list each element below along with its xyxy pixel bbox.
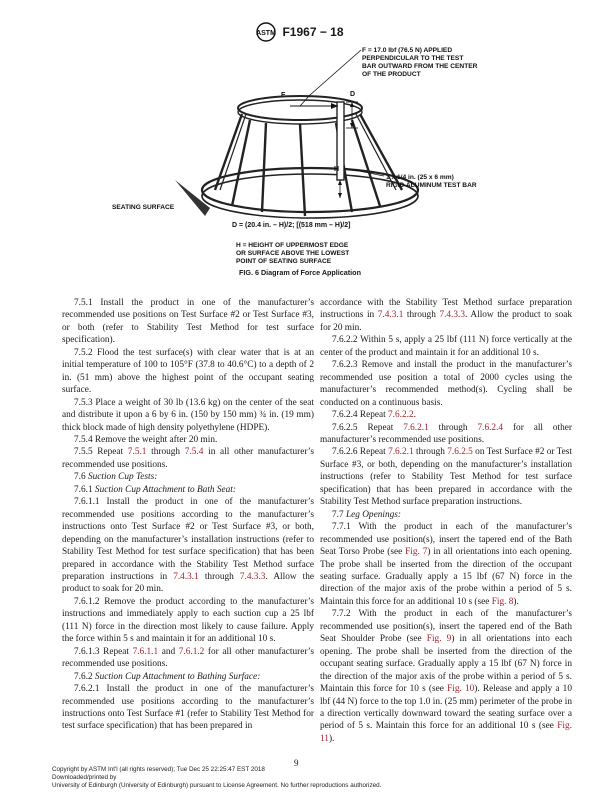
cross-reference-link[interactable]: Fig. 8 <box>491 596 514 607</box>
figure-caption: FIG. 6 Diagram of Force Application <box>239 268 361 277</box>
paragraph-text: 7.6.2.4 Repeat <box>332 410 389 421</box>
d-label: D <box>350 91 356 98</box>
license-line: University of Edinburgh (University of Edinburgh) pursuant to License Agreement. No further reproductions authorized. <box>52 782 382 790</box>
paragraph-text: 7.6.2.5 Repeat <box>332 422 404 433</box>
standard-designation: F1967 − 18 <box>282 25 344 39</box>
section-heading <box>62 471 314 483</box>
paragraph <box>62 646 314 671</box>
paragraph-text: 7.5.3 Place a weight of 30 lb (13.6 kg) on the center of the seat and distribute it upon a 6 by 6 in. (150 by 150 mm) ¾ in. (19 mm) thick block made of high density polyethylene (HDPE). <box>62 397 314 433</box>
paragraph-continuation <box>320 297 572 334</box>
section-number: 7.7 <box>332 509 346 520</box>
paragraph-text: 7.6.1.2 Remove the product according to the manufacturer’s instructions and immediately apply to each suction cup a 25 lbf (111 N) force in the direction most likely to cause failure. Apply the force within 5 s and maintain it for an additional 10 s. <box>62 596 314 645</box>
section-number: 7.6 <box>74 472 88 483</box>
paragraph <box>320 359 572 409</box>
paragraph <box>320 409 572 421</box>
h-label: H <box>334 166 340 173</box>
paragraph <box>320 446 572 508</box>
cross-reference-link[interactable]: 7.5.4 <box>184 447 204 458</box>
paragraph <box>62 347 314 397</box>
paragraph-text: 7.5.1 Install the product in one of the manufacturer’s recommended use positions on Test Surface #2 or Test Surface #3, or both (refer to Stability Test Method for test surface specification). <box>62 298 314 346</box>
paragraph-text: 7.6.2.3 Remove and install the product in the manufacturer’s recommended use position a total of 2000 cycles using the manufacturer’s recommended method(s). Cycling shall be conducted on a continuous basis. <box>320 360 572 408</box>
cross-reference-link[interactable]: Fig. 11 <box>320 721 572 744</box>
paragraph <box>320 608 572 745</box>
force-note <box>362 47 477 79</box>
cross-reference-link[interactable]: 7.4.3.3 <box>239 571 266 582</box>
paragraph-text: ). <box>328 733 335 744</box>
bar-note-line: RIGID ALUMINUM TEST BAR <box>386 182 477 189</box>
section-title: Suction Cup Attachment to Bath Seat: <box>94 484 236 495</box>
cross-reference-link[interactable]: 7.4.3.3 <box>439 310 466 321</box>
download-line: Downloaded/printed by <box>52 774 117 782</box>
h-note <box>236 242 349 266</box>
copyright-line: Copyright by ASTM Int'l (all rights reserved); Tue Dec 25 22:25:47 EST 2018 <box>52 766 265 773</box>
paragraph <box>62 683 314 733</box>
paragraph-text: ). <box>513 596 519 607</box>
cross-reference-link[interactable]: 7.6.2.1 <box>403 422 429 433</box>
paragraph-text: . Allow the product to soak for 20 min. <box>320 310 572 333</box>
astm-logo-icon <box>256 22 276 42</box>
cross-reference-link[interactable]: Fig. 9 <box>426 634 452 645</box>
paragraph-text: through <box>403 310 440 321</box>
paragraph-text: accordance with the Stability Test Method surface preparation instructions in <box>320 298 572 321</box>
section-title: Leg Openings: <box>345 509 401 520</box>
paragraph-text: 7.6.1.3 Repeat <box>74 646 133 657</box>
paragraph <box>62 397 314 434</box>
cross-reference-link[interactable]: 7.6.2.1 <box>388 447 414 458</box>
right-column <box>320 297 572 745</box>
force-note-line: PERPENDICULAR TO THE TEST <box>362 55 464 62</box>
paragraph-text: 7.6.2.1 Install the product in one of the manufacturer’s recommended use positions according to the manufacturer’s instructions onto Test Surface #1 (refer to Stability Test Method for test surface specification) that has been prepared in <box>62 684 314 732</box>
force-note-line: F = 17.0 lbf (76.5 N) APPLIED <box>362 47 453 54</box>
paragraph-text: 7.5.5 Repeat <box>74 447 128 458</box>
paragraph <box>62 297 314 347</box>
f-label: F <box>281 92 286 99</box>
paragraph-text: through <box>146 447 185 458</box>
paragraph-text: 7.6.2.6 Repeat <box>332 447 389 458</box>
paragraph-text: . Allow the product to soak for 20 min. <box>62 571 315 595</box>
cross-reference-link[interactable]: 7.5.1 <box>127 447 147 458</box>
section-heading <box>62 484 314 496</box>
cross-reference-link[interactable]: 7.6.1.1 <box>132 646 159 657</box>
paragraph <box>320 521 572 608</box>
cross-reference-link[interactable]: 7.6.1.2 <box>178 646 205 657</box>
paragraph-text: 7.5.2 Flood the test surface(s) with clear water that is at an initial temperature of 100 to 105°F (37.8 to 40.6°C) to a depth of 2 in. (51 mm) above the highest point of the occupant seating surface. <box>62 347 314 396</box>
paragraph-text: and <box>158 646 179 657</box>
paragraph-text: ) in all orientations into each opening. The probe shall be inserted from the direction of the occupant seating surface. Gradually apply a 15 lbf (67 N) force in the direction of the major axis of the probe within a period of 5 s. Maintain this force for 10 s (see <box>320 634 573 695</box>
h-note-line: H = HEIGHT OF UPPERMOST EDGE <box>236 242 349 249</box>
force-note-line: BAR OUTWARD FROM THE CENTER <box>362 63 478 70</box>
section-heading <box>320 509 572 521</box>
cross-reference-link[interactable]: 7.6.2.4 <box>477 422 504 433</box>
paragraph-text: on Test Surface #2 or Test Surface #3, or both, depending on the manufacturer’s installation instructions (refer to Stability Test Method for test surface specification) that has been prepared in accordance with the Stability Test Method surface preparation instructions. <box>320 447 572 508</box>
cross-reference-link[interactable]: 7.4.3.1 <box>173 571 199 582</box>
left-column <box>62 297 314 733</box>
bar-note-line: 1 x 1/4 in. (25 x 6 mm) <box>386 174 454 181</box>
paragraph-text: for all other manufacturer’s recommended use positions. <box>320 422 572 445</box>
page-header <box>0 22 600 42</box>
cross-reference-link[interactable]: Fig. 7 <box>405 547 428 558</box>
paragraph-text: 7.6.1.1 Install the product in one of the manufacturer’s recommended use positions according to the manufacturer’s instructions onto Test Surface #2 or Test Surface #3, or both, depending on the manufacturer’s installation instructions (refer to Stability Test Method for test surface specification) that has been prepared in accordance with the Stability Test Method surface preparation instructions in <box>62 497 314 582</box>
paragraph <box>62 446 314 471</box>
paragraph-text: . <box>413 410 416 421</box>
paragraph <box>320 334 572 359</box>
paragraph <box>320 422 572 447</box>
cross-reference-link[interactable]: 7.4.3.1 <box>377 310 404 321</box>
section-number: 7.6.1 <box>74 484 95 495</box>
bar-note <box>386 174 477 190</box>
section-title: Suction Cup Attachment to Bathing Surface: <box>94 671 261 682</box>
d-formula: D = (20.4 in. – H)/2; [(518 mm – H)/2] <box>232 222 351 229</box>
h-note-line: OR SURFACE ABOVE THE LOWEST <box>236 250 350 257</box>
paragraph-text: ). Release and apply a 10 lbf (44 N) force to the top 1.0 in. (25 mm) perimeter of the probe in a direction vertically downward toward the seating surface over a period of 5 s. Maintain this force for an additional 10 s (see <box>320 684 572 732</box>
force-note-line: OF THE PRODUCT <box>362 71 421 78</box>
section-title: Suction Cup Tests: <box>87 472 158 483</box>
section-number: 7.6.2 <box>74 671 95 682</box>
paragraph-text: through <box>428 422 478 433</box>
paragraph <box>62 496 314 596</box>
paragraph-text: 7.5.4 Remove the weight after 20 min. <box>74 434 218 445</box>
h-note-line: POINT OF SEATING SURFACE <box>236 258 332 265</box>
paragraph-text: in all other manufacturer’s recommended use positions. <box>62 447 314 470</box>
section-heading <box>62 671 314 683</box>
cross-reference-link[interactable]: 7.6.2.5 <box>447 447 473 458</box>
figure-6 <box>0 40 600 280</box>
paragraph-text: 7.7.1 With the product in each of the manufacturer’s recommended use position(s), insert the tapered end of the Bath Seat Torso Probe (see <box>320 522 572 558</box>
cross-reference-link[interactable]: 7.6.2.2 <box>388 410 414 421</box>
page-footer <box>52 766 381 791</box>
paragraph <box>62 434 314 446</box>
seating-surface-label: SEATING SURFACE <box>112 204 175 211</box>
svg-text:ASTM: ASTM <box>256 30 277 37</box>
paragraph-text: through <box>413 447 448 458</box>
paragraph-text: 7.6.2.2 Within 5 s, apply a 25 lbf (111 N) force vertically at the center of the product and maintain it for an additional 10 s. <box>320 335 572 358</box>
paragraph-text: for all other manufacturer’s recommended use positions. <box>62 646 315 670</box>
cross-reference-link[interactable]: Fig. 10 <box>447 684 475 695</box>
page-number: 9 <box>294 758 299 768</box>
paragraph-text: ) in all orientations into each opening. The probe shall be inserted from the direction of the occupant seating surface. Gradually apply a 15 lbf (67 N) force in the direction of the major axis of the probe within a period of 5 s. Maintain this force for an additional 10 s (see <box>320 547 572 607</box>
paragraph-text: 7.7.2 With the product in each of the manufacturer’s recommended use position(s), insert the tapered end of the Bath Seat Shoulder Probe (see <box>320 609 572 645</box>
paragraph-text: through <box>198 571 240 582</box>
paragraph <box>62 596 314 646</box>
